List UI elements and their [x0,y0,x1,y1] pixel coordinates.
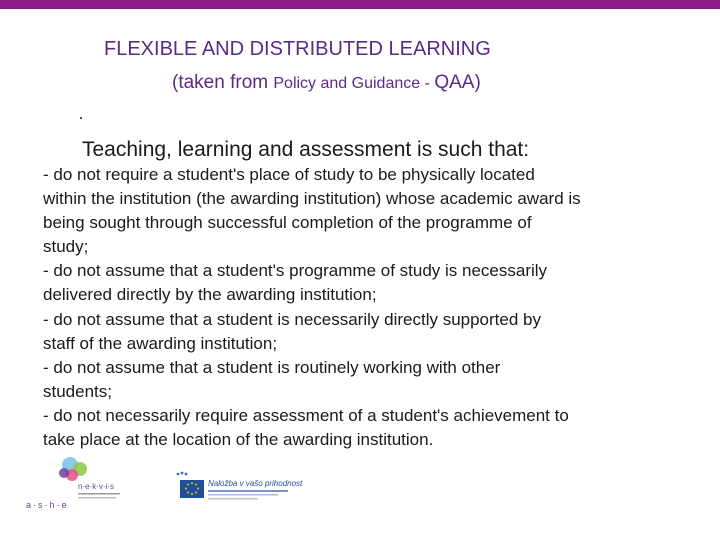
subtitle-source: Policy and Guidance - [273,75,435,92]
body-line: - do not necessarily require assessment of a student's achievement to [43,405,569,425]
body-line: delivered directly by the awarding institution; [43,285,377,305]
eu-logo-text: Naložba v vašo prihodnost [208,479,303,488]
body-line: staff of the awarding institution; [43,333,278,353]
body-line: students; [43,381,112,401]
bullet-dot [80,117,82,119]
content-body [43,163,683,452]
body-line: being sought through successful completion of the programme of [43,213,532,233]
subtitle-prefix: (taken from [172,72,274,93]
nekvis-logo-text: n·e·k·v·i·s [78,482,114,491]
body-line: study; [43,237,89,257]
ashe-logo [26,500,96,522]
eu-funding-logo [172,470,312,510]
slide-subtitle [172,72,481,94]
body-line: within the institution (the awarding institution) whose academic award is [43,189,581,209]
ashe-logo-subtext [26,510,96,514]
slide-title: FLEXIBLE AND DISTRIBUTED LEARNING [104,38,491,60]
body-line: - do not assume that a student is routinely working with other [43,357,501,377]
top-accent-bar [0,0,720,9]
ashe-logo-text: a·s·h·e [26,500,69,510]
body-line: take place at the location of the awarding institution. [43,430,434,450]
subtitle-suffix: QAA) [434,72,481,93]
body-line: - do not assume that a student's programme of study is necessarily [43,261,548,281]
content-heading: Teaching, learning and assessment is such that: [82,138,530,161]
body-line: - do not require a student's place of study to be physically located [43,165,535,184]
body-line: - do not assume that a student is necessarily directly supported by [43,309,541,329]
